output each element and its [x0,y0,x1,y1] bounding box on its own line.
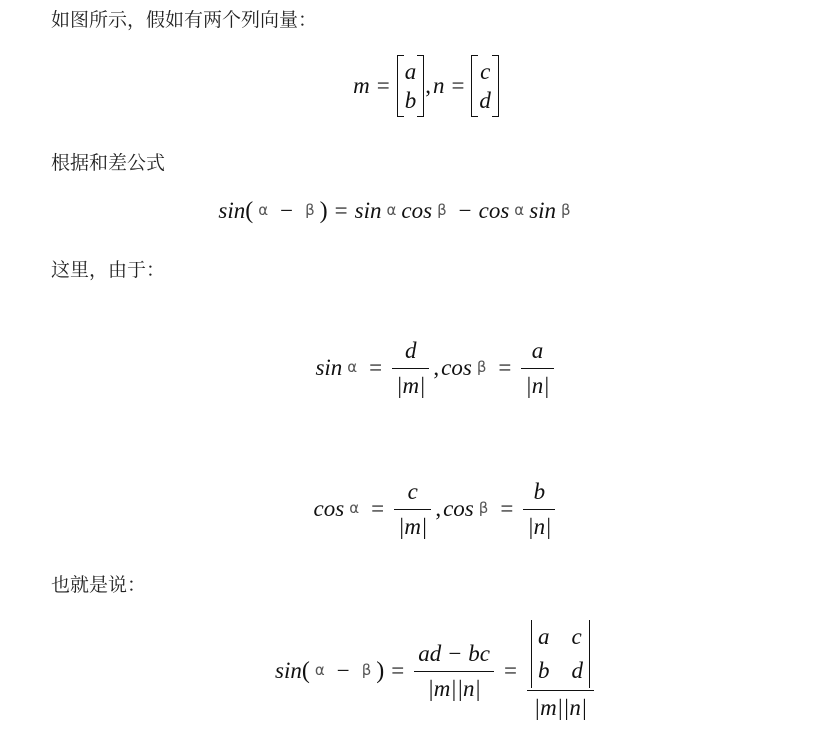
left-paren: ( [301,657,310,684]
matrix-cell: c [480,59,491,84]
beta-symbol: β [437,201,447,219]
fraction [521,337,553,400]
equals-sign: = [371,496,385,521]
determinant-cell: a [538,624,550,649]
fraction-denominator: |m| [392,368,429,400]
conclusion-text: 也就是说： [51,574,147,596]
vector-n-matrix [471,55,499,117]
equals-sign: = [334,198,348,223]
equals-sign: = [369,355,383,380]
cos-function: cos [441,355,472,380]
cos-function: cos [313,496,345,521]
fraction-numerator: a [531,337,544,363]
alpha-symbol: α [386,201,397,219]
equals-sign: = [451,73,465,98]
fraction-numerator [527,620,594,690]
cos-function: cos [401,198,433,223]
beta-symbol: β [476,358,487,376]
determinant-fraction [527,620,594,722]
fraction [523,478,555,541]
alpha-symbol: α [258,201,269,219]
equals-sign: = [500,496,514,521]
determinant-cell: d [571,658,583,683]
fraction-numerator: d [405,337,417,363]
beta-symbol: β [478,499,489,517]
cos-function: cos [443,496,474,521]
given-text: 这里，由于： [51,259,166,281]
var-m: m [353,73,370,98]
formula-intro-text: 根据和差公式 [51,152,166,174]
fraction [392,337,429,400]
determinant [531,620,590,688]
matrix-cell: a [404,59,417,84]
minus-sign: − [458,198,472,223]
alpha-symbol: α [314,661,325,679]
equals-sign: = [504,658,517,683]
cos-function: cos [478,198,510,223]
fraction-numerator: b [533,478,546,504]
matrix-cell: d [479,88,491,113]
beta-symbol: β [305,201,315,219]
minus-sign: − [336,658,350,683]
right-paren: ) [376,657,385,684]
determinant-result-equation [0,617,828,725]
fraction-denominator: |m||n| [527,690,594,722]
fraction-denominator: |n| [523,509,555,541]
determinant-cell: b [538,658,550,683]
alpha-symbol: α [349,499,360,517]
fraction-denominator: |m||n| [414,671,494,703]
sin-function: sin [354,198,382,223]
equals-sign: = [391,658,405,683]
sin-function: sin [529,198,557,223]
equals-sign: = [376,73,390,98]
intro-text: 如图所示，假如有两个列向量： [51,9,318,31]
comma: , [425,73,431,98]
fraction [394,478,431,541]
beta-symbol: β [361,661,372,679]
vector-m-matrix [397,55,425,117]
comma: , [433,355,440,380]
fraction-numerator: ad − bc [418,640,491,666]
fraction-denominator: |n| [521,368,553,400]
fraction-numerator: c [407,478,418,504]
comma: , [435,496,442,521]
cos-ratio-equation [0,474,828,544]
fraction-denominator: |m| [394,509,431,541]
equals-sign: = [498,355,512,380]
minus-sign: − [280,198,294,223]
sin-function: sin [275,658,302,683]
sin-cos-ratio-equation [0,333,828,403]
var-n: n [432,73,445,98]
vector-definition-equation [0,52,828,120]
beta-symbol: β [561,201,571,219]
matrix-cell: b [404,88,417,113]
left-paren: ( [245,197,254,224]
right-paren: ) [319,197,328,224]
sin-function: sin [315,355,343,380]
sin-function: sin [218,198,246,223]
fraction [414,640,494,703]
determinant-cell: c [571,624,582,649]
alpha-symbol: α [514,201,525,219]
alpha-symbol: α [347,358,358,376]
sine-difference-formula [0,193,828,229]
